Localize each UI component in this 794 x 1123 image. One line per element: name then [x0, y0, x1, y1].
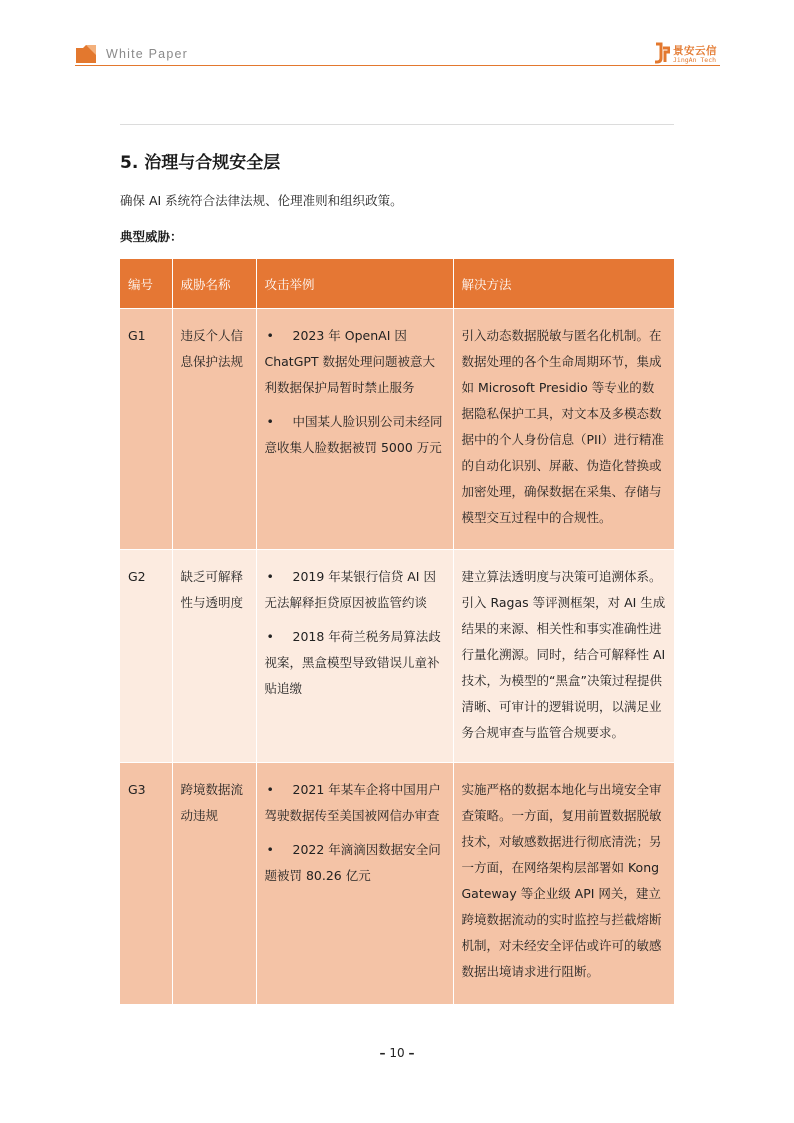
- threat-name: 缺乏可解释性与透明度: [172, 550, 256, 763]
- bullet-icon: •: [266, 629, 274, 644]
- brand-logo: [654, 42, 724, 64]
- section-intro: 确保 AI 系统符合法律法规、伦理准则和组织政策。: [120, 193, 403, 208]
- example-item: • 2018 年荷兰税务局算法歧视案，黑盒模型导致错误儿童补贴追缴: [265, 624, 445, 702]
- example-item: • 2023 年 OpenAI 因 ChatGPT 数据处理问题被意大利数据保护局暂时禁止服务: [265, 323, 445, 401]
- bullet-icon: •: [266, 782, 274, 797]
- page-header: [0, 0, 794, 70]
- header-solution: 解决方法: [453, 259, 674, 309]
- threat-solution: 引入动态数据脱敏与匿名化机制。在数据处理的各个生命周期环节，集成如 Microsoft Presidio 等专业的数据隐私保护工具，对文本及多模态数据中的个人身份信息（PII）进行精准的自动化识别、屏蔽、伪造化替换或加密处理，确保数据在采集、存储与模型交互过程中的合规性。: [453, 309, 674, 550]
- folder-logo-icon: [75, 44, 97, 64]
- table-header-row: [120, 259, 674, 309]
- header-label: White Paper: [106, 47, 188, 61]
- brand-mark-icon: [654, 42, 670, 64]
- example-item: • 2021 年某车企将中国用户驾驶数据传至美国被网信办审查: [265, 777, 445, 829]
- header-divider: [75, 65, 720, 66]
- bullet-icon: •: [266, 328, 274, 343]
- header-examples: 攻击举例: [256, 259, 453, 309]
- header-name: 威胁名称: [172, 259, 256, 309]
- example-item: • 2019 年某银行信贷 AI 因无法解释拒贷原因被监管约谈: [265, 564, 445, 616]
- threat-table: [120, 259, 674, 1004]
- threats-label: 典型威胁：: [120, 229, 183, 244]
- bullet-icon: •: [266, 569, 274, 584]
- table-row: [120, 309, 674, 550]
- threat-solution: 实施严格的数据本地化与出境安全审查策略。一方面，复用前置数据脱敏技术，对敏感数据进行彻底清洗；另一方面，在网络架构层部署如 Kong Gateway 等企业级 API 网关，建立跨境数据流动的实时监控与拦截熔断机制，对未经安全评估或许可的敏感数据出境请求进行阻断。: [453, 763, 674, 1004]
- threat-examples: [256, 763, 453, 1004]
- brand-name-cn: 景安云信: [673, 45, 717, 57]
- bullet-icon: •: [266, 414, 274, 429]
- page-dash-right: –: [408, 1046, 415, 1060]
- page-dash-left: –: [379, 1046, 386, 1060]
- threat-name: 跨境数据流动违规: [172, 763, 256, 1004]
- section-title: 5. 治理与合规安全层: [120, 153, 281, 173]
- page-number: [0, 1046, 794, 1060]
- header-code: 编号: [120, 259, 172, 309]
- threat-code: G3: [120, 763, 172, 1004]
- threat-name: 违反个人信息保护法规: [172, 309, 256, 550]
- table-row: [120, 763, 674, 1004]
- bullet-icon: •: [266, 842, 274, 857]
- threat-code: G1: [120, 309, 172, 550]
- table-row: [120, 550, 674, 763]
- brand-name-en: JingAn Tech: [673, 56, 717, 64]
- threat-solution: 建立算法透明度与决策可追溯体系。引入 Ragas 等评测框架，对 AI 生成结果的来源、相关性和事实准确性进行量化溯源。同时，结合可解释性 AI 技术，为模型的“黑盒”决策过程提供清晰、可审计的逻辑说明，以满足业务合规审查与监管合规要求。: [453, 550, 674, 763]
- example-item: • 2022 年滴滴因数据安全问题被罚 80.26 亿元: [265, 837, 445, 889]
- threat-examples: [256, 309, 453, 550]
- page-number-value: 10: [389, 1046, 405, 1060]
- example-item: • 中国某人脸识别公司未经同意收集人脸数据被罚 5000 万元: [265, 409, 445, 461]
- threat-code: G2: [120, 550, 172, 763]
- threat-examples: [256, 550, 453, 763]
- section-divider: [120, 124, 674, 125]
